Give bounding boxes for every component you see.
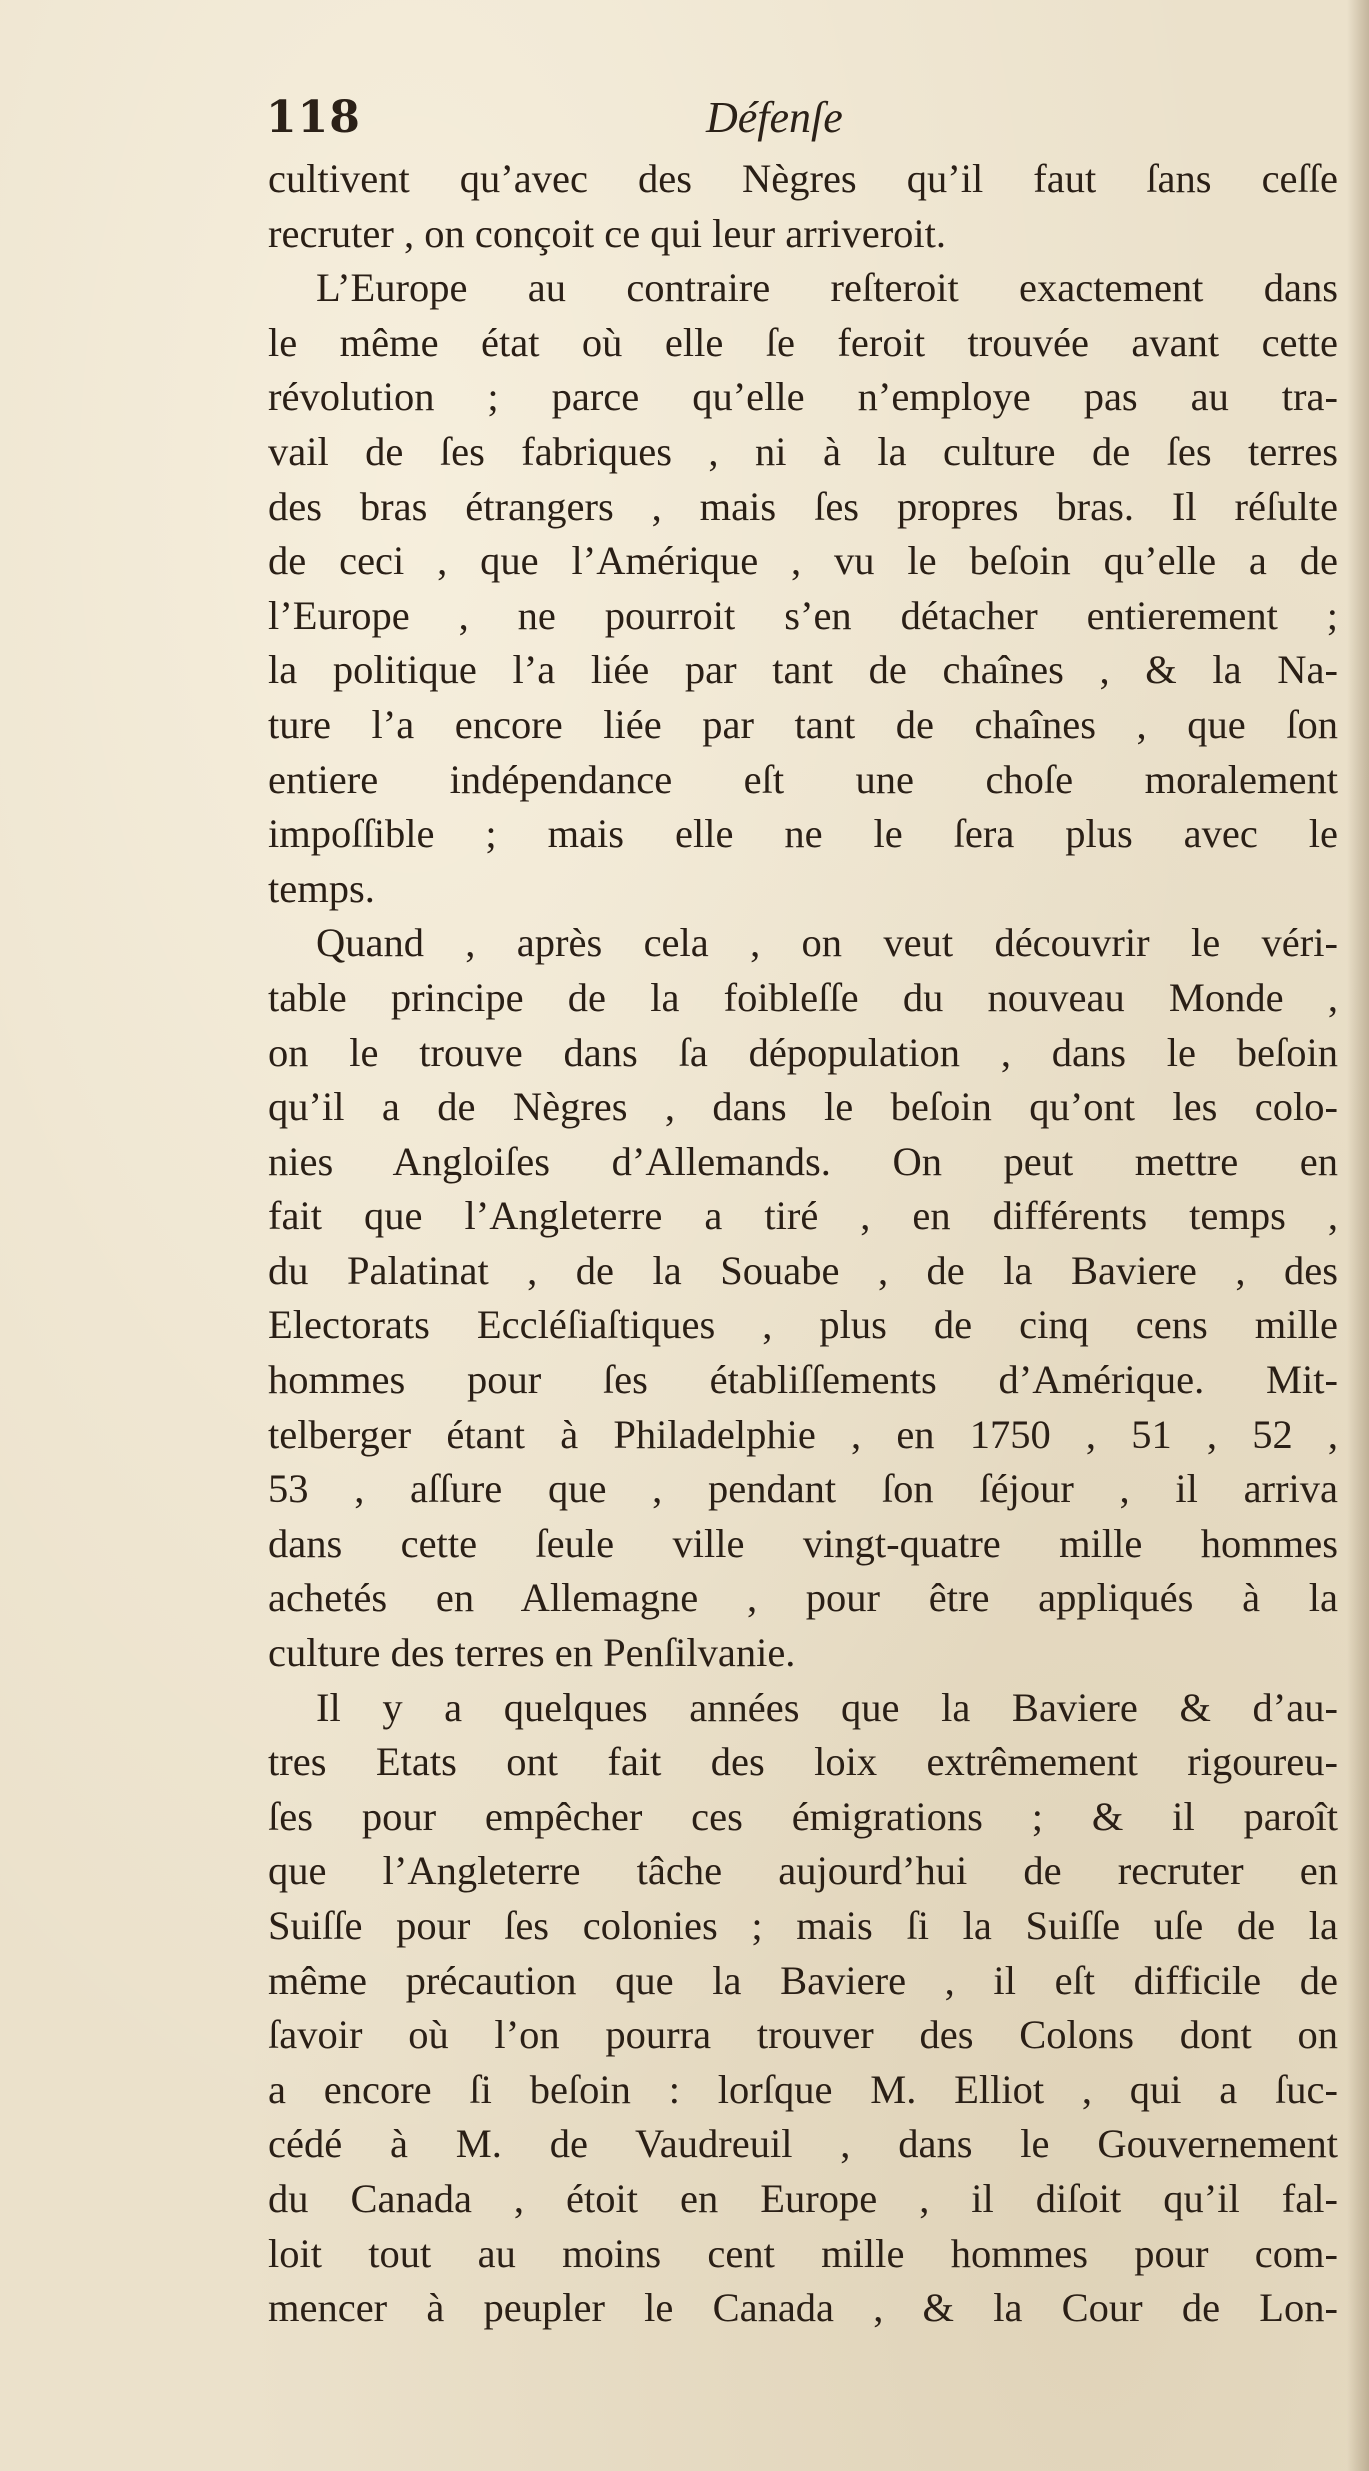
- text-line: ſes pour empêcher ces émigrations ; & il paroît: [268, 1793, 1338, 1839]
- text-line: le même état où elle ſe feroit trouvée avant cette: [268, 319, 1338, 365]
- text-line: 53 , aſſure que , pendant ſon ſéjour , il arriva: [268, 1466, 1338, 1512]
- text-line: la politique l’a liée par tant de chaînes , & la Na-: [268, 647, 1338, 693]
- text-line: ſavoir où l’on pourra trouver des Colons dont on: [268, 2012, 1338, 2058]
- text-line: entiere indépendance eſt une choſe moralement: [268, 756, 1338, 802]
- text-line: révolution ; parce qu’elle n’employe pas au tra-: [268, 374, 1338, 420]
- text-line: achetés en Allemagne , pour être appliqués à la: [268, 1575, 1338, 1621]
- text-line: ture l’a encore liée par tant de chaînes , que ſon: [268, 701, 1338, 747]
- text-line: Suiſſe pour ſes colonies ; mais ſi la Suiſſe uſe de la: [268, 1903, 1338, 1948]
- text-line: telberger étant à Philadelphie , en 1750 , 51 , 52 ,: [268, 1411, 1338, 1457]
- text-line: Electorats Eccléſiaſtiques , plus de cinq cens mille: [268, 1302, 1338, 1348]
- text-line: temps.: [268, 865, 375, 911]
- page-header: [266, 92, 1266, 152]
- text-line: table principe de la foibleſſe du nouveau Monde ,: [268, 974, 1338, 1020]
- text-line: vail de ſes fabriques , ni à la culture de ſes terres: [268, 428, 1338, 474]
- text-line: on le trouve dans ſa dépopulation , dans le beſoin: [268, 1029, 1338, 1075]
- text-line: hommes pour ſes établiſſements d’Amérique. Mit-: [268, 1357, 1338, 1403]
- page-number: 118: [266, 92, 361, 143]
- text-line: loit tout au moins cent mille hommes pour com-: [268, 2230, 1338, 2276]
- body-text: [268, 152, 1338, 2336]
- text-line: que l’Angleterre tâche aujourd’hui de recruter en: [268, 1848, 1338, 1894]
- text-line: nies Angloiſes d’Allemands. On peut mettre en: [268, 1138, 1338, 1184]
- text-line: du Palatinat , de la Souabe , de la Baviere , des: [268, 1247, 1338, 1293]
- text-line: de ceci , que l’Amérique , vu le beſoin qu’elle a de: [268, 538, 1338, 584]
- text-line: L’Europe au contraire reſteroit exactement dans: [316, 265, 1338, 311]
- text-line: Il y a quelques années que la Baviere & d’au-: [316, 1684, 1338, 1730]
- text-line: recruter , on conçoit ce qui leur arriveroit.: [268, 210, 947, 256]
- running-head: Défenſe: [706, 93, 843, 142]
- text-line: des bras étrangers , mais ſes propres bras. Il réſulte: [268, 483, 1338, 529]
- text-line: impoſſible ; mais elle ne le ſera plus avec le: [268, 811, 1338, 857]
- text-line: cultivent qu’avec des Nègres qu’il faut ſans ceſſe: [268, 156, 1338, 201]
- text-line: même précaution que la Baviere , il eſt difficile de: [268, 1957, 1338, 2003]
- text-line: a encore ſi beſoin : lorſque M. Elliot , qui a ſuc-: [268, 2066, 1338, 2112]
- text-line: culture des terres en Penſilvanie.: [268, 1630, 796, 1676]
- page-edge-shadow: [1347, 0, 1369, 2471]
- text-line: mencer à peupler le Canada , & la Cour de Lon-: [268, 2285, 1338, 2331]
- text-line: Quand , après cela , on veut découvrir le véri-: [316, 920, 1338, 966]
- text-line: qu’il a de Nègres , dans le beſoin qu’ont les colo-: [268, 1084, 1338, 1130]
- text-line: du Canada , étoit en Europe , il diſoit qu’il fal-: [268, 2175, 1338, 2221]
- text-line: fait que l’Angleterre a tiré , en différents temps ,: [268, 1193, 1338, 1239]
- text-line: dans cette ſeule ville vingt-quatre mille hommes: [268, 1520, 1338, 1566]
- text-line: cédé à M. de Vaudreuil , dans le Gouvernement: [268, 2121, 1338, 2167]
- text-line: tres Etats ont fait des loix extrêmement rigoureu-: [268, 1739, 1338, 1785]
- text-line: l’Europe , ne pourroit s’en détacher entierement ;: [268, 592, 1338, 638]
